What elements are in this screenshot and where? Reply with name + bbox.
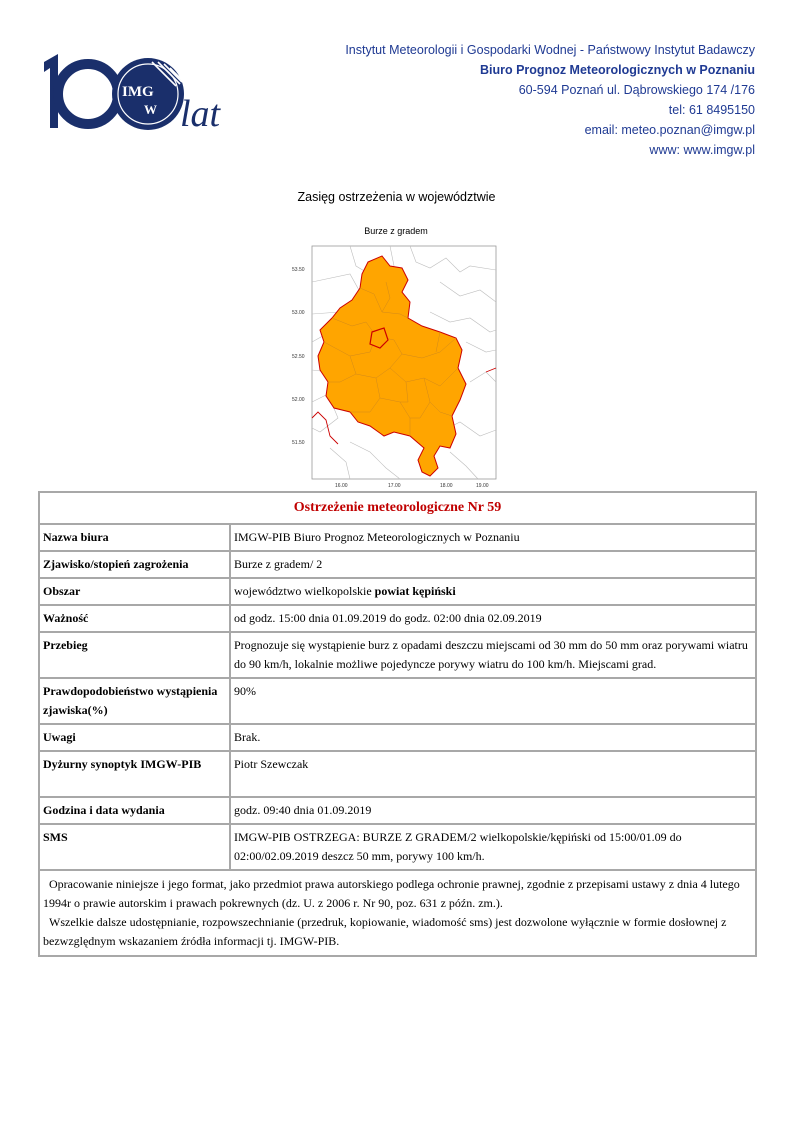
table-row [39,632,756,678]
row-label: Uwagi [39,724,230,751]
office-address: 60-594 Poznań ul. Dąbrowskiego 174 /176 [518,83,755,97]
table-row [39,724,756,751]
office-phone: tel: 61 8495150 [668,103,755,117]
area-region: województwo wielkopolskie [234,584,372,598]
lat-tick-label: 53.00 [292,310,305,316]
table-row [39,824,756,870]
row-label: Nazwa biura [39,524,230,551]
row-value: od godz. 15:00 dnia 01.09.2019 do godz. 02:00 dnia 02.09.2019 [230,605,756,632]
imgw-100-lat-logo [40,48,240,134]
lon-tick-label: 18.00 [440,483,453,489]
lon-tick-label: 17.00 [388,483,401,489]
lon-tick-label: 16.00 [335,483,348,489]
row-value: Prognozuje się wystąpienie burz z opadami deszczu miejscami od 30 mm do 50 mm oraz porywami wiatru do 90 km/h, lokalnie możliwe pojedyncze porywy wiatru do 100 km/h. Miejscami grad. [230,632,756,678]
row-value: Brak. [230,724,756,751]
row-value: Piotr Szewczak [230,751,756,797]
warning-map [290,222,502,490]
lat-tick-label: 51.50 [292,440,305,446]
institute-name: Instytut Meteorologii i Gospodarki Wodnej - Państwowy Instytut Badawczy [345,43,755,57]
warning-table [38,491,757,957]
lat-tick-label: 52.50 [292,354,305,360]
row-value: IMGW-PIB OSTRZEGA: BURZE Z GRADEM/2 wielkopolskie/kępiński od 15:00/01.09 do 02:00/02.09.2019 deszcz 50 mm, porywy 100 km/h. [230,824,756,870]
legal-footer [39,870,756,956]
map-title: Zasięg ostrzeżenia w województwie [297,190,496,204]
warning-title-row [39,492,756,524]
office-email: email: meteo.poznan@imgw.pl [584,123,755,137]
table-row [39,678,756,724]
svg-text:IMG: IMG [122,84,154,100]
row-value: Burze z gradem/ 2 [230,551,756,578]
svg-text:lat: lat [180,93,221,134]
row-value: IMGW-PIB Biuro Prognoz Meteorologicznych w Poznaniu [230,524,756,551]
footer-row [39,870,756,956]
row-label: Godzina i data wydania [39,797,230,824]
row-label: Prawdopodobieństwo wystąpienia zjawiska(%) [39,678,230,724]
row-label: Dyżurny synoptyk IMGW-PIB [39,751,230,797]
svg-text:W: W [144,102,157,117]
office-website: www: www.imgw.pl [649,143,755,157]
lon-tick-label: 19.00 [476,483,489,489]
copyright-notice: Opracowanie niniejsze i jego format, jako przedmiot prawa autorskiego podlega ochronie prawnej, zgodnie z przepisami ustawy z dnia 4 lutego 1994r o prawie autorskim i prawach pokrewnych (dz. U. z 2006 r. Nr 90, poz. 631 z późn. zm.). [43,877,740,910]
table-row [39,605,756,632]
row-label: Ważność [39,605,230,632]
table-row [39,524,756,551]
table-row [39,751,756,797]
table-row [39,551,756,578]
table-row [39,578,756,605]
lat-tick-label: 52.00 [292,397,305,403]
redistribution-notice: Wszelkie dalsze udostępnianie, rozpowszechnianie (przedruk, kopiowanie, wiadomość sms) jest dozwolone wyłącznie w formie dosłownej z bezwzględnym wskazaniem źródła informacji tj. IMGW-PIB. [43,915,727,948]
row-label: Przebieg [39,632,230,678]
office-name: Biuro Prognoz Meteorologicznych w Poznaniu [479,63,755,77]
institute-header [345,40,755,160]
row-label: Obszar [39,578,230,605]
area-county: powiat kępiński [374,584,456,598]
row-value: 90% [230,678,756,724]
row-value [230,578,756,605]
table-row [39,797,756,824]
row-label: SMS [39,824,230,870]
row-value: godz. 09:40 dnia 01.09.2019 [230,797,756,824]
lat-tick-label: 53.50 [292,267,305,273]
warning-title: Ostrzeżenie meteorologiczne Nr 59 [39,492,756,524]
map-subtitle: Burze z gradem [364,226,428,236]
row-label: Zjawisko/stopień zagrożenia [39,551,230,578]
